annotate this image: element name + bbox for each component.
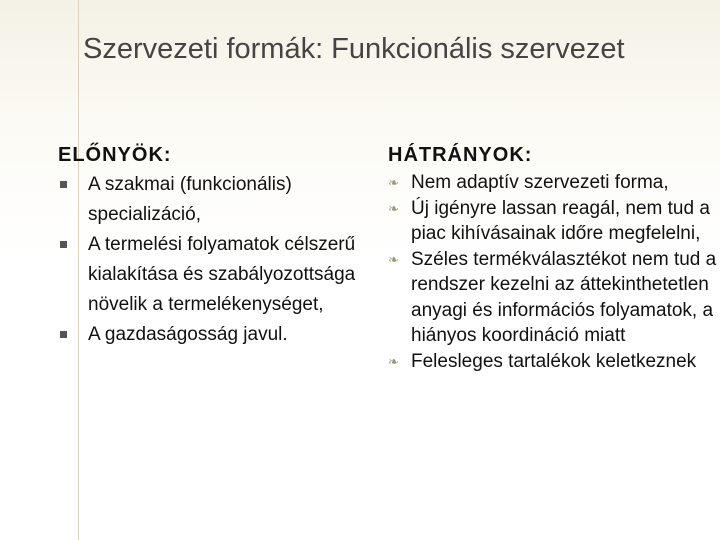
advantages-list [58,170,388,350]
disadvantages-list [388,170,720,374]
list-item-text: Új igényre lassan reagál, nem tud a piac kihívásainak időre megfelelni, [411,197,710,244]
square-bullet-icon [60,241,67,248]
list-item-text: Széles termékválasztékot nem tud a rendszer kezelni az áttekinthetetlen anyagi és információs folyamatok, a hiányos koordináció miatt [411,248,717,346]
list-item [388,247,720,349]
square-bullet-icon [60,181,67,188]
leaf-bullet-icon: ❧ [388,251,399,267]
advantages-heading: ELŐNYÖK: [58,144,172,166]
slide-title: Szervezeti formák: Funkcionális szervezet [83,33,625,65]
leaf-bullet-icon: ❧ [388,200,399,216]
advantages-column [58,140,388,350]
list-item-text: A szakmai (funkcionális) specializáció, [88,174,292,225]
list-item [388,349,720,375]
disadvantages-column [388,140,720,374]
square-bullet-icon [60,331,67,338]
list-item-text: A termelési folyamatok célszerű kialakítása és szabályozottsága növelik a termelékenységet, [88,234,356,315]
list-item [388,196,720,247]
leaf-bullet-icon: ❧ [388,353,399,369]
list-item-text: Felesleges tartalékok keletkeznek [411,350,697,372]
list-item [58,230,388,320]
list-item-text: A gazdaságosság javul. [88,324,288,345]
leaf-bullet-icon: ❧ [388,175,399,190]
list-item-text: Nem adaptív szervezeti forma, [411,172,669,193]
list-item [58,170,388,230]
list-item [388,170,720,196]
list-item [58,320,388,350]
disadvantages-heading: HÁTRÁNYOK: [388,144,533,166]
